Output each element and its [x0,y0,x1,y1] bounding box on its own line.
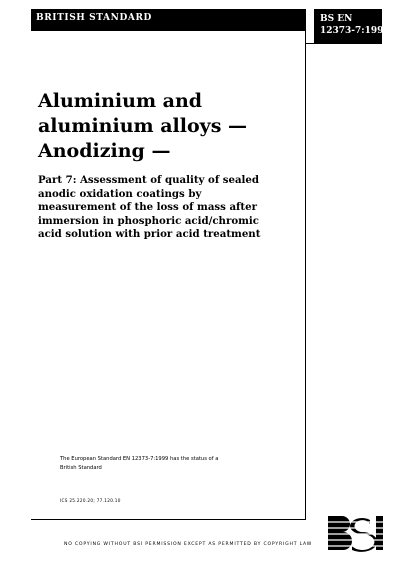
title-line: aluminium alloys — [38,115,247,137]
bottom-rule [31,519,306,520]
subtitle-line: immersion in phosphoric acid/chromic [38,214,259,227]
divider-right [306,43,382,44]
status-note-line: The European Standard EN 12373-7:1999 has the status of a [60,456,219,462]
ics-code: ICS 25.220.20; 77.120.10 [60,498,121,503]
standard-type-label: BRITISH STANDARD [36,13,152,23]
copyright-notice: NO COPYING WITHOUT BSI PERMISSION EXCEPT AS PERMITTED BY COPYRIGHT LAW [64,542,313,547]
bsi-logo [326,512,386,554]
status-note-line: British Standard [60,465,102,471]
subtitle-line: acid solution with prior acid treatment [38,228,261,241]
standard-number [320,13,390,37]
subtitle-line: measurement of the loss of mass after [38,201,257,214]
standard-number-line1: BS EN [320,14,353,24]
title-line: Anodizing — [38,140,171,162]
subtitle-line: Part 7: Assessment of quality of sealed [38,174,260,186]
status-note [60,455,300,473]
vertical-rule [305,9,306,519]
document-title [38,89,300,164]
title-line: Aluminium and [38,90,203,112]
divider-top [31,30,306,31]
document-subtitle [38,174,303,242]
subtitle-line: anodic oxidation coatings by [38,187,202,200]
standard-number-line2: 12373-7:1999 [320,26,390,36]
